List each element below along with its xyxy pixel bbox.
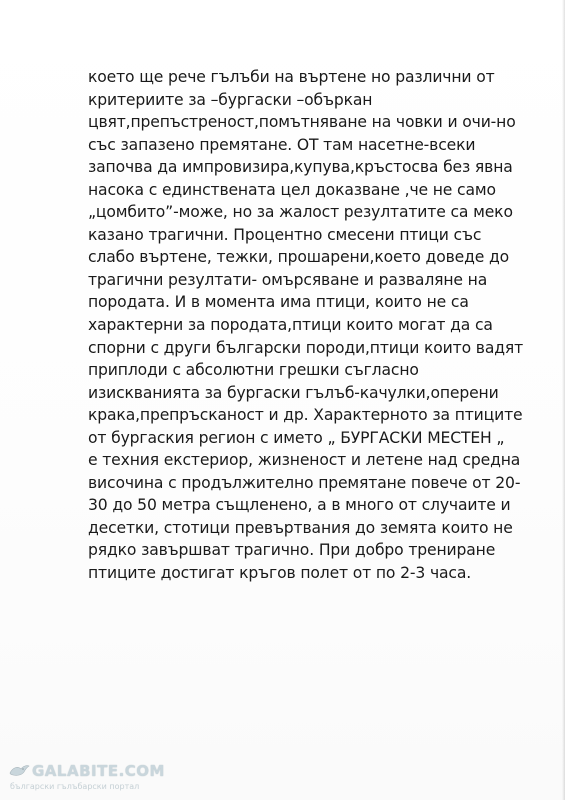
text-line: породата. И в момента има птици, които не са	[88, 293, 469, 312]
text-line: крака,препръсканост и др. Характерното за птиците	[88, 406, 523, 425]
text-line: птиците достигат кръгов полет от по 2-3 часа.	[88, 564, 472, 583]
text-line: цвят,препъстреност,помътняване на човки и очи-но	[88, 113, 516, 132]
text-line: е техния екстериор, жизненост и летене над средна	[88, 451, 521, 470]
text-line: със запазено премятане. ОТ там насетне-всеки	[88, 135, 476, 154]
dove-icon	[8, 763, 30, 779]
text-line: рядко завършват трагично. При добро трениране	[88, 541, 496, 560]
text-line: 30 до 50 метра същленено, а в много от случаите и	[88, 496, 511, 515]
site-watermark	[8, 762, 165, 798]
text-line: приплоди с абсолютни грешки съгласно	[88, 361, 419, 380]
watermark-subtitle: български гълъбарски портал	[10, 782, 140, 791]
text-line: започва да импровизира,купува,кръстосва без явна	[88, 158, 513, 177]
watermark-title: GALABITE.COM	[32, 762, 165, 780]
text-line: насока с единствената цел доказване ,че не само	[88, 180, 496, 199]
text-line: трагични резултати- омърсяване и разваляне на	[88, 270, 488, 289]
text-line: десетки, стотици превъртвания до земята които не	[88, 518, 513, 537]
document-body	[88, 66, 558, 585]
text-line: критериите за –бургаски –объркан	[88, 90, 373, 109]
text-line: слабо въртене, тежки, прошарени,което доведе до	[88, 248, 509, 267]
text-line: „цомбито”-може, но за жалост резултатите са меко	[88, 203, 513, 222]
watermark-logo	[8, 762, 165, 780]
text-line: което ще рече гълъби на въртене но различни от	[88, 68, 495, 86]
text-line: спорни с други български породи,птици които вадят	[88, 338, 524, 357]
text-line: от бургаския регион с името „ БУРГАСКИ МЕСТЕН „	[88, 428, 505, 447]
text-line: височина с продължително премятане повече от 20-	[88, 473, 521, 492]
text-line: характерни за породата,птици които могат да са	[88, 316, 493, 335]
text-line: казано трагични. Процентно смесени птици със	[88, 225, 482, 244]
text-line: изискванията за бургаски гълъб-качулки,оперени	[88, 383, 499, 402]
